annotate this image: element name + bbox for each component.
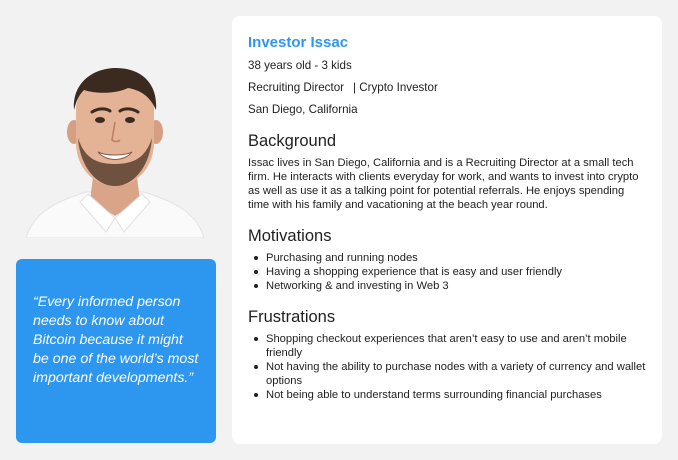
motivations-title: Motivations	[248, 227, 332, 245]
motivations-list	[248, 251, 646, 293]
list-item: Having a shopping experience that is easy and user friendly	[248, 265, 653, 279]
frustrations-title: Frustrations	[248, 308, 336, 326]
persona-portrait	[16, 60, 214, 238]
persona-age-family: 38 years old - 3 kids	[248, 59, 352, 72]
background-title: Background	[248, 132, 337, 150]
persona-role-extra: | Crypto Investor	[353, 81, 438, 94]
background-text: Issac lives in San Diego, California and is a Recruiting Director at a small tech firm. He interacts with clients everyday for work, and wants to invest into crypto as well as use it as a talking point for potential referrals. He enjoys spending time with his family and vacationing at the beach year round.	[248, 157, 639, 211]
persona-name: Investor Issac	[248, 34, 349, 51]
list-item: Not having the ability to purchase nodes with a variety of currency and wallet options	[248, 360, 653, 388]
list-item: Shopping checkout experiences that aren’t easy to use and aren’t mobile friendly	[248, 332, 653, 360]
persona-role: Recruiting Director	[248, 81, 344, 94]
persona-details-card	[232, 16, 662, 444]
list-item: Purchasing and running nodes	[248, 251, 653, 265]
persona-location: San Diego, California	[248, 103, 358, 116]
quote-card	[16, 259, 216, 443]
persona-quote: “Every informed person needs to know about Bitcoin because it might be one of the world’s most important developments.”	[33, 294, 199, 386]
persona-photo	[16, 60, 214, 238]
persona-role-row	[248, 81, 646, 95]
frustrations-list	[248, 332, 646, 402]
list-item: Networking & and investing in Web 3	[248, 279, 653, 293]
list-item: Not being able to understand terms surrounding financial purchases	[248, 388, 653, 402]
